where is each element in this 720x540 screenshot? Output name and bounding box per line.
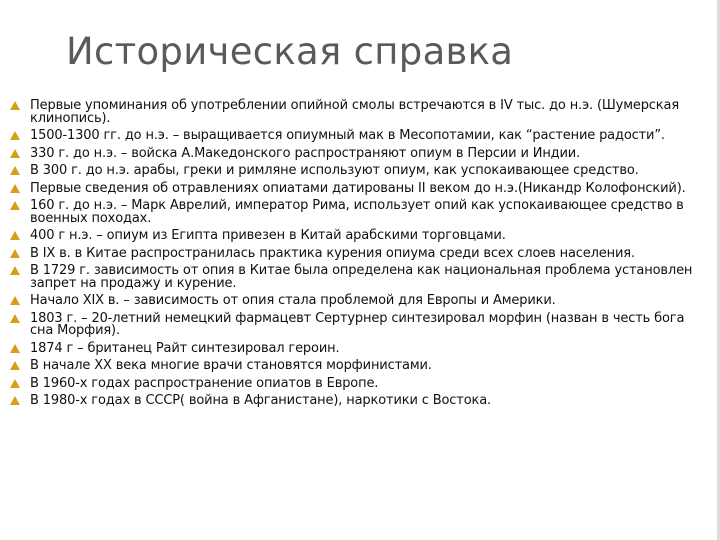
bullet-icon bbox=[10, 249, 20, 258]
bullet-list bbox=[10, 100, 703, 413]
list-item-text: В начале XX века многие врачи становятся морфинистами. bbox=[30, 358, 432, 373]
bullet-icon bbox=[10, 166, 20, 175]
list-item bbox=[10, 100, 703, 125]
list-item bbox=[10, 165, 703, 178]
list-item bbox=[10, 245, 703, 261]
list-item-text: В 1729 г. зависимость от опия в Китае была определена как национальная проблема установлен запрет на продажу и курение. bbox=[30, 263, 693, 291]
list-item bbox=[10, 340, 703, 356]
bullet-icon bbox=[10, 296, 20, 305]
list-item bbox=[10, 265, 703, 290]
list-item bbox=[10, 360, 703, 373]
list-item bbox=[10, 130, 703, 143]
bullet-icon bbox=[10, 314, 20, 323]
list-item bbox=[10, 200, 703, 225]
list-item bbox=[10, 230, 703, 243]
slide-title: Историческая справка bbox=[66, 30, 514, 73]
list-item-text: 400 г н.э. – опиум из Египта привезен в Китай арабскими торговцами. bbox=[30, 228, 506, 243]
list-item-text: 1874 г – британец Райт синтезировал героин. bbox=[30, 340, 340, 356]
list-item-text: В IX в. в Китае распространилась практика курения опиума среди всех слоев населения. bbox=[30, 245, 635, 261]
bullet-icon bbox=[10, 266, 20, 275]
bullet-icon bbox=[10, 396, 20, 405]
bullet-icon bbox=[10, 379, 20, 388]
list-item-text: В 1980-х годах в СССР( война в Афганистане), наркотики с Востока. bbox=[30, 393, 492, 408]
list-item-text: Начало XIX в. – зависимость от опия стала проблемой для Европы и Америки. bbox=[30, 293, 556, 308]
list-item-text: Первые сведения об отравлениях опиатами датированы II веком до н.э.(Никандр Колофонский). bbox=[30, 180, 686, 196]
list-item-text: В 1960-х годах распространение опиатов в Европе. bbox=[30, 375, 379, 391]
bullet-icon bbox=[10, 149, 20, 158]
bullet-icon bbox=[10, 184, 20, 193]
list-item bbox=[10, 145, 703, 161]
list-item-text: 1803 г. – 20-летний немецкий фармацевт Сертурнер синтезировал морфин (назван в честь бога сна Морфия). bbox=[30, 310, 685, 338]
bullet-icon bbox=[10, 361, 20, 370]
list-item bbox=[10, 375, 703, 391]
list-item-text: В 300 г. до н.э. арабы, греки и римляне используют опиум, как успокаивающее средство. bbox=[30, 163, 639, 178]
list-item-text: 1500-1300 гг. до н.э. – выращивается опиумный мак в Месопотамии, как “растение радости”. bbox=[30, 128, 665, 143]
list-item-text: Первые упоминания об употреблении опийной смолы встречаются в IV тыс. до н.э. (Шумерская клинопись). bbox=[30, 98, 679, 126]
bullet-icon bbox=[10, 201, 20, 210]
bullet-icon bbox=[10, 231, 20, 240]
bullet-icon bbox=[10, 131, 20, 140]
list-item bbox=[10, 310, 703, 338]
list-item-text: 160 г. до н.э. – Марк Аврелий, император Рима, использует опий как успокаивающее средство в военных походах. bbox=[30, 198, 684, 226]
list-item bbox=[10, 180, 703, 196]
list-item bbox=[10, 395, 703, 408]
bullet-icon bbox=[10, 101, 20, 110]
bullet-icon bbox=[10, 344, 20, 353]
list-item-text: 330 г. до н.э. – войска А.Македонского распространяют опиум в Персии и Индии. bbox=[30, 145, 581, 161]
list-item bbox=[10, 295, 703, 308]
